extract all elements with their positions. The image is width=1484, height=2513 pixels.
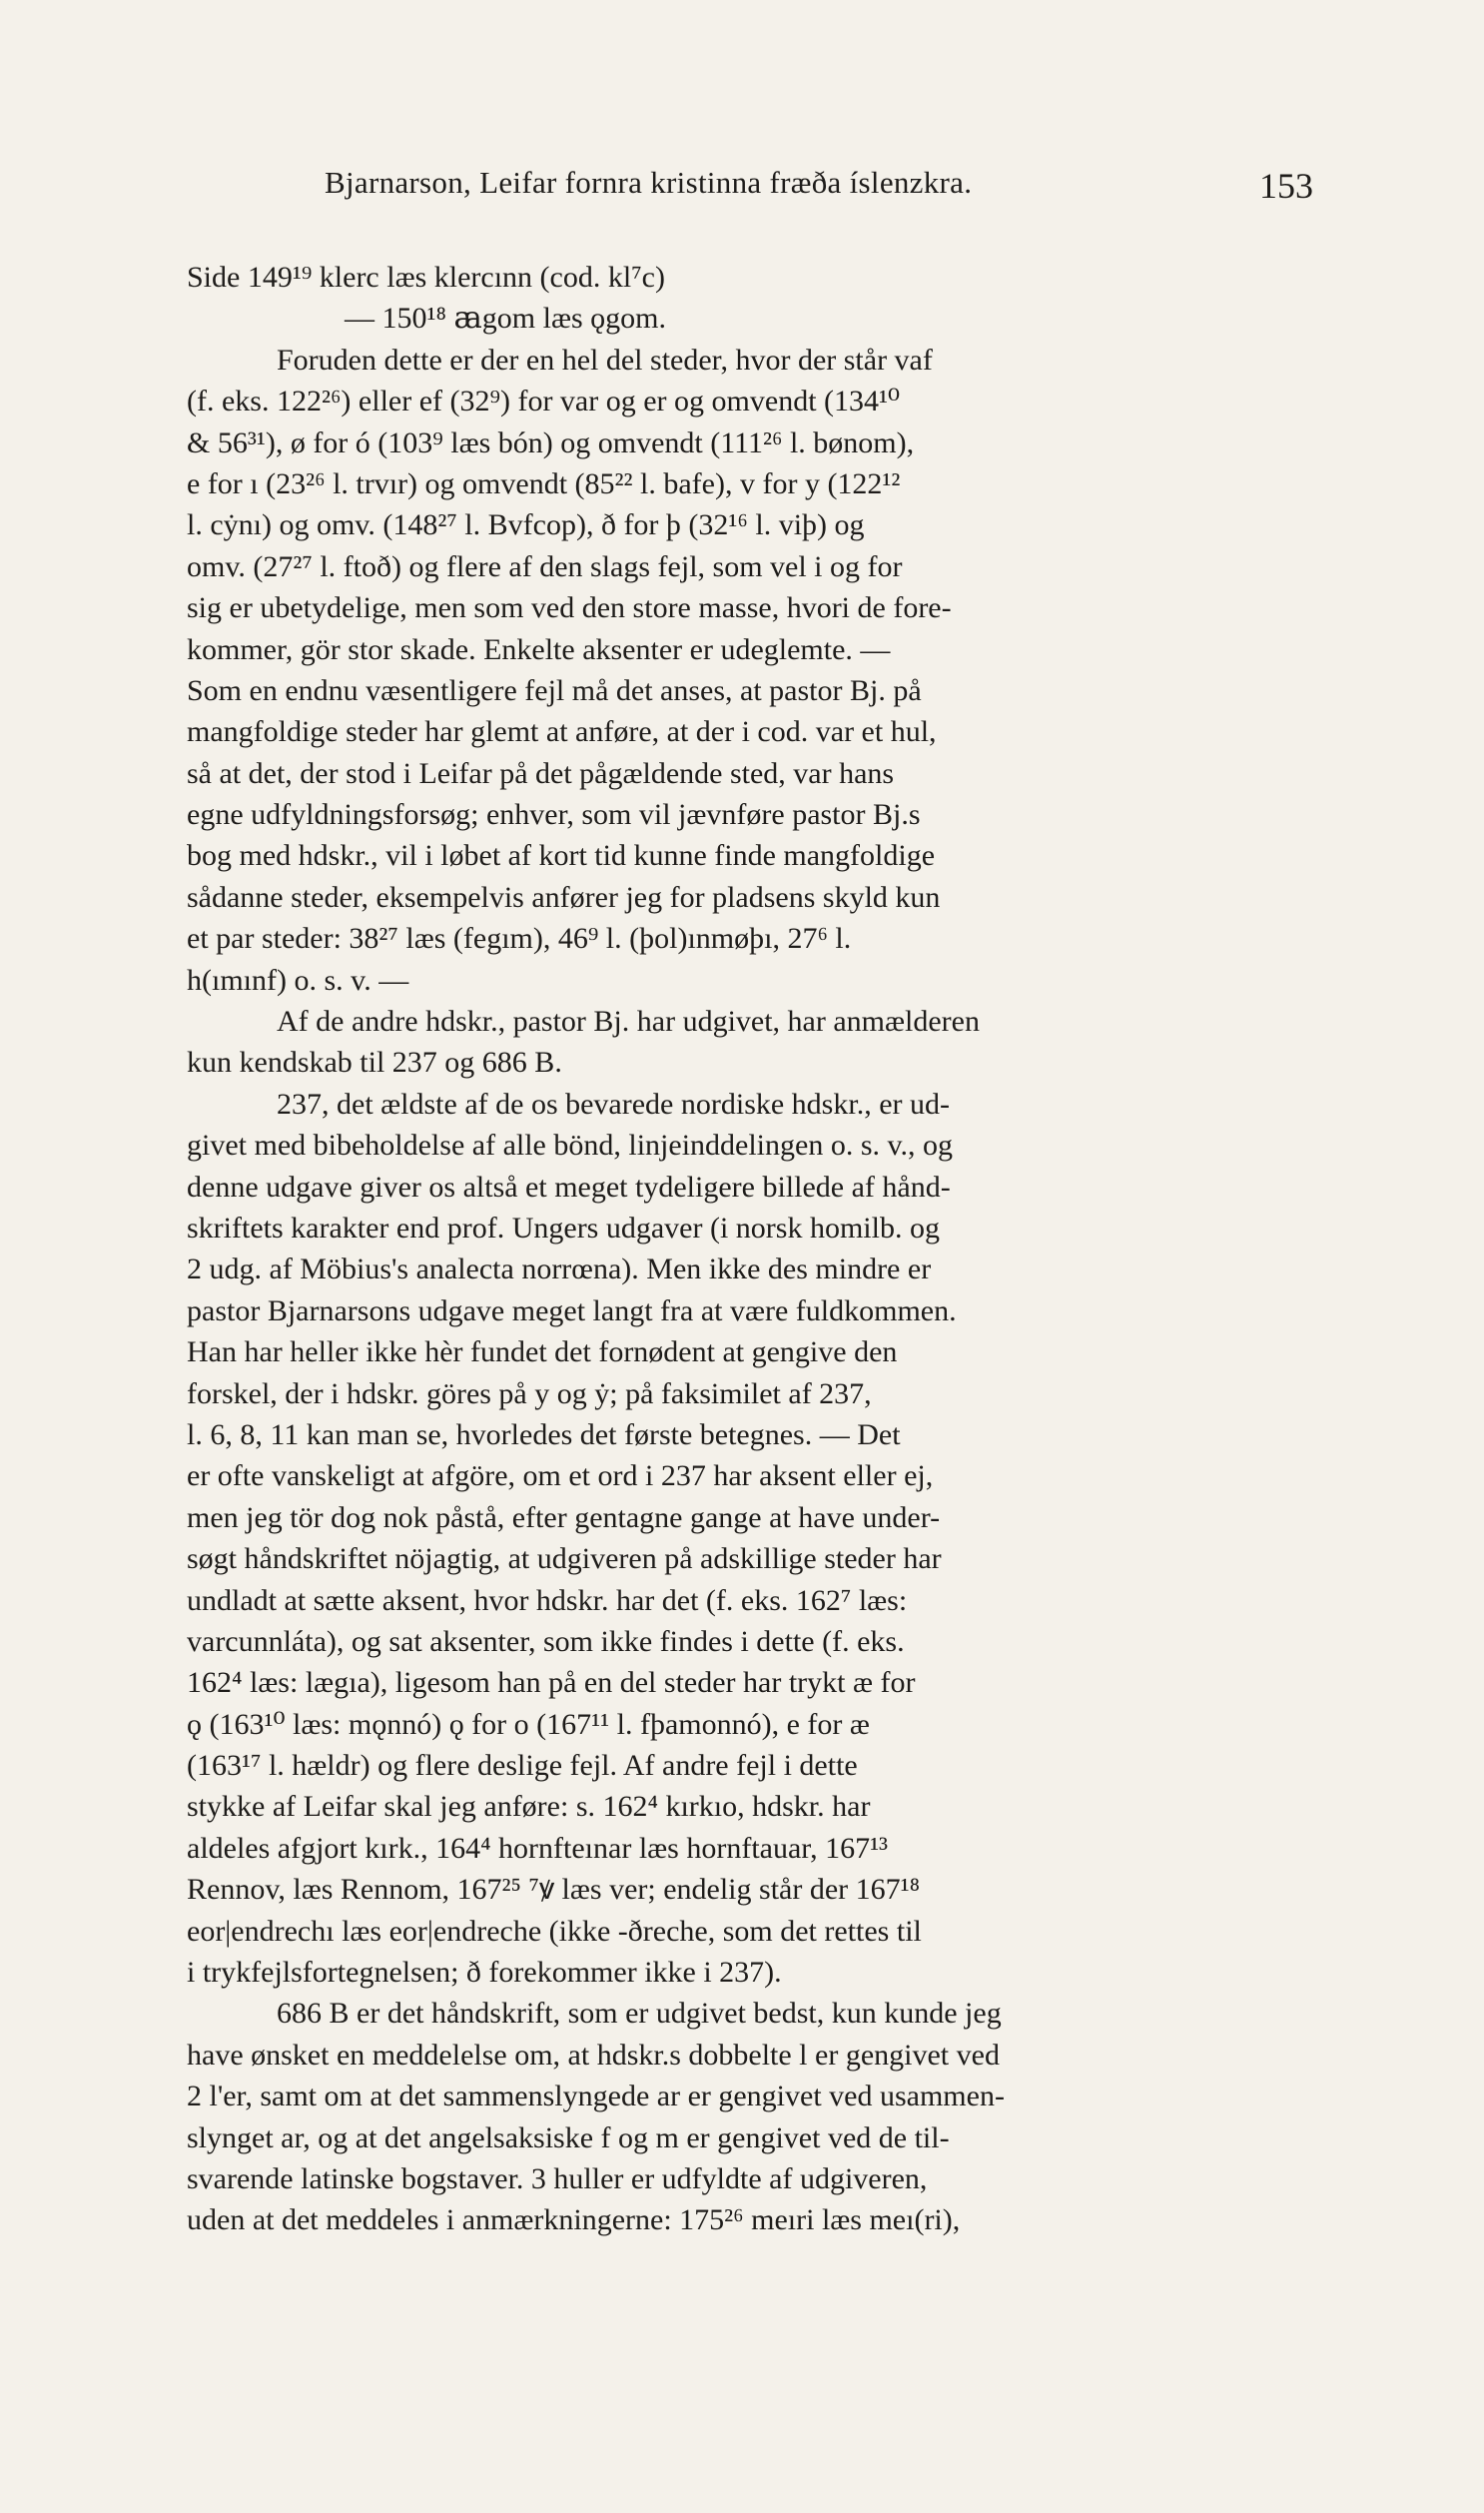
- text-line-45: 2 l'er, samt om at det sammenslyngede ar er gengivet ved usammen-: [187, 2080, 1005, 2113]
- page-number: 153: [1259, 166, 1313, 206]
- text-line-42: i trykfejlsfortegnelsen; ð forekommer ikke i 237).: [187, 1956, 782, 1990]
- text-line-48: uden at det meddeles i anmærkningerne: 175²⁶ meıri læs meı(ri),: [187, 2203, 961, 2237]
- text-line-13: så at det, der stod i Leifar på det pågældende sted, var hans: [187, 756, 895, 790]
- text-line-26: pastor Bjarnarsons udgave meget langt fra at være fuldkommen.: [187, 1293, 957, 1327]
- text-line-34: varcunnláta), og sat aksenter, som ikke findes i dette (f. eks.: [187, 1624, 905, 1658]
- text-line-27: Han har heller ikke hèr fundet det fornødent at gengive den: [187, 1335, 898, 1369]
- text-line-41: eor|endrechı læs eor|endreche (ikke -ðreche, som det rettes til: [187, 1914, 922, 1948]
- text-line-37: (163¹⁷ l. hældr) og flere deslige fejl. Af andre fejl i dette: [187, 1749, 858, 1783]
- text-line-6: e for ı (23²⁶ l. trvır) og omvendt (85²² l. bafe), v for y (122¹²: [187, 466, 901, 500]
- text-line-2: — 150¹⁸ ꜳgom læs ǫgom.: [345, 302, 666, 336]
- text-line-8: omv. (27²⁷ l. ftoð) og flere af den slags fejl, som vel i og for: [187, 549, 903, 583]
- text-line-10: kommer, gör stor skade. Enkelte aksenter er udeglemte. —: [187, 632, 891, 666]
- text-line-1: Side 149¹⁹ klerc læs klercınn (cod. kl⁷c): [187, 261, 665, 294]
- text-line-38: stykke af Leifar skal jeg anføre: s. 162⁴ kırkıo, hdskr. har: [187, 1790, 871, 1824]
- text-line-33: undladt at sætte aksent, hvor hdskr. har det (f. eks. 162⁷ læs:: [187, 1583, 908, 1617]
- text-line-31: men jeg tör dog nok påstå, efter gentagne gange at have under-: [187, 1500, 941, 1534]
- text-line-11: Som en endnu væsentligere fejl må det anses, at pastor Bj. på: [187, 673, 922, 707]
- text-line-4: (f. eks. 122²⁶) eller ef (32⁹) for var og er og omvendt (134¹⁰: [187, 385, 901, 419]
- text-line-21: 237, det ældste af de os bevarede nordiske hdskr., er ud-: [277, 1087, 950, 1121]
- text-line-5: & 56³¹), ø for ó (103⁹ læs bón) og omvendt (111²⁶ l. bønom),: [187, 425, 915, 459]
- body-text: [187, 257, 1317, 2241]
- text-line-35: 162⁴ læs: lægıa), ligesom han på en del steder har trykt æ for: [187, 1666, 916, 1700]
- text-line-25: 2 udg. af Möbius's analecta norrœna). Men ikke des mindre er: [187, 1253, 932, 1286]
- text-line-16: sådanne steder, eksempelvis anfører jeg for pladsens skyld kun: [187, 880, 941, 914]
- text-line-47: svarende latinske bogstaver. 3 huller er udfyldte af udgiveren,: [187, 2161, 928, 2195]
- text-line-14: egne udfyldningsforsøg; enhver, som vil jævnføre pastor Bj.s: [187, 798, 921, 832]
- text-line-46: slynget ar, og at det angelsaksiske f og m er gengivet ved de til-: [187, 2120, 950, 2154]
- text-line-32: søgt håndskriftet nöjagtig, at udgiveren på adskillige steder har: [187, 1542, 942, 1576]
- text-line-44: have ønsket en meddelelse om, at hdskr.s dobbelte l er gengivet ved: [187, 2038, 1000, 2072]
- text-line-24: skriftets karakter end prof. Ungers udgaver (i norsk homilb. og: [187, 1211, 940, 1245]
- text-line-3: Foruden dette er der en hel del steder, hvor der står vaf: [277, 343, 933, 377]
- page-header: [325, 165, 1313, 215]
- text-line-22: givet med bibeholdelse af alle bönd, linjeinddelingen o. s. v., og: [187, 1129, 954, 1163]
- running-head: Bjarnarson, Leifar fornra kristinna fræða íslenzkra.: [325, 165, 973, 200]
- text-line-12: mangfoldige steder har glemt at anføre, at der i cod. var et hul,: [187, 715, 937, 749]
- text-line-29: l. 6, 8, 11 kan man se, hvorledes det første betegnes. — Det: [187, 1417, 901, 1451]
- text-line-15: bog med hdskr., vil i løbet af kort tid kunne finde mangfoldige: [187, 839, 936, 873]
- text-line-39: aldeles afgjort kırk., 164⁴ hornfteınar læs hornftauar, 167¹³: [187, 1831, 889, 1865]
- text-line-17: et par steder: 38²⁷ læs (fegım), 46⁹ l. (þol)ınmøþı, 27⁶ l.: [187, 922, 852, 956]
- text-line-23: denne udgave giver os altså et meget tydeligere billede af hånd-: [187, 1170, 951, 1204]
- text-line-9: sig er ubetydelige, men som ved den store masse, hvori de fore-: [187, 591, 952, 625]
- text-line-43: 686 B er det håndskrift, som er udgivet bedst, kun kunde jeg: [277, 1997, 1002, 2031]
- text-line-40: Rennov, læs Rennom, 167²⁵ ⁷ꝟ læs ver; endelig står der 167¹⁸: [187, 1873, 921, 1907]
- text-line-36: ǫ (163¹⁰ læs: mǫnnó) ǫ for o (167¹¹ l. fþamonnó), e for æ: [187, 1707, 870, 1741]
- text-line-7: l. cẏnı) og omv. (148²⁷ l. Bvfcop), ð for þ (32¹⁶ l. viþ) og: [187, 508, 865, 542]
- text-line-28: forskel, der i hdskr. göres på y og ẏ; på faksimilet af 237,: [187, 1376, 872, 1410]
- text-line-30: er ofte vanskeligt at afgöre, om et ord i 237 har aksent eller ej,: [187, 1459, 934, 1493]
- text-line-19: Af de andre hdskr., pastor Bj. har udgivet, har anmælderen: [277, 1005, 980, 1039]
- text-line-20: kun kendskab til 237 og 686 B.: [187, 1046, 562, 1080]
- text-line-18: h(ımınf) o. s. v. —: [187, 963, 409, 997]
